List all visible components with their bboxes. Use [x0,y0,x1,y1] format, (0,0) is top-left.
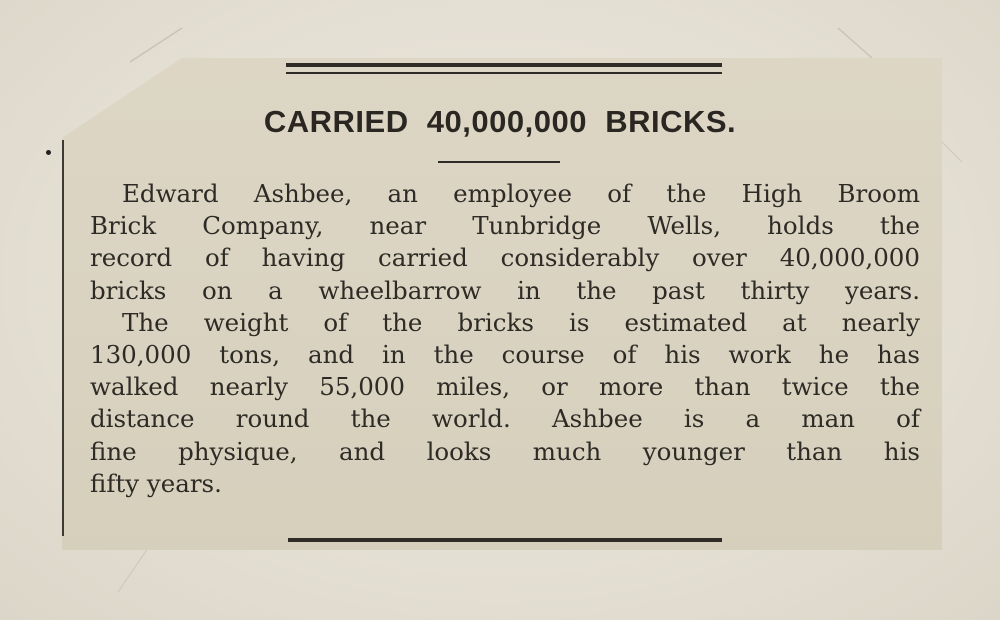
article-line: fine physique, and looks much younger than his [90,436,920,466]
bottom-rule [288,538,722,542]
article-line: record of having carried considerably over 40,000,000 [90,243,920,273]
article-line: The weight of the bricks is estimated at nearly [122,307,920,337]
headline-divider [438,161,560,163]
article-line: 130,000 tons, and in the course of his work he has [90,340,920,370]
headline: CARRIED 40,000,000 BRICKS. [263,104,737,139]
top-double-rule [286,63,722,77]
article-line: distance round the world. Ashbee is a man of [90,404,920,434]
article-line: walked nearly 55,000 miles, or more than twice the [90,372,920,402]
column-rule [62,140,64,536]
article-line: fifty years. [90,468,222,498]
article-line: bricks on a wheelbarrow in the past thirty years. [90,275,920,305]
article-body [90,178,920,500]
article-line: Brick Company, near Tunbridge Wells, holds the [90,211,920,241]
article-line: Edward Ashbee, an employee of the High Broom [122,179,920,208]
ink-dot [46,150,51,155]
